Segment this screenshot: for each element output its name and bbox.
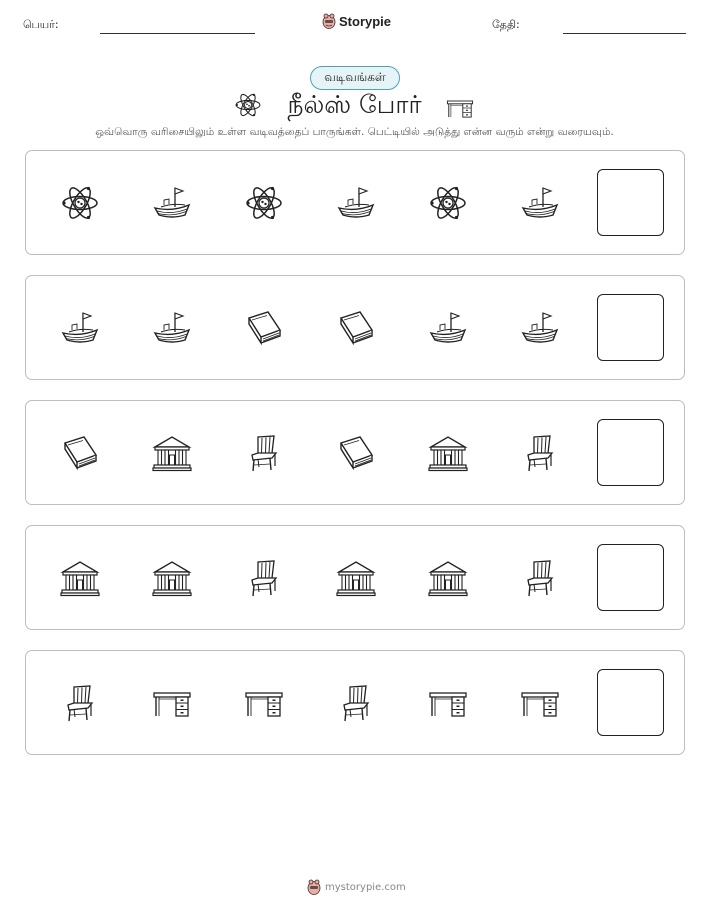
storypie-mascot-icon [307, 879, 321, 895]
pattern-item [60, 433, 100, 473]
pattern-item [60, 183, 100, 223]
building-icon [152, 558, 192, 598]
date-label: தேதி: [492, 18, 520, 31]
chair-icon [60, 683, 100, 723]
storypie-mascot-icon [322, 13, 336, 29]
pattern-item [244, 558, 284, 598]
instructions: ஒவ்வொரு வரிசையிலும் உள்ள வடிவத்தைப் பாருங்கள். பெட்டியில் அடுத்து என்ன வரும் என்று வரையவும். [95, 126, 614, 138]
desk-icon [520, 683, 560, 723]
title-desk-icon [446, 94, 474, 122]
desk-icon [428, 683, 468, 723]
pattern-item [152, 558, 192, 598]
boat-icon [520, 183, 560, 223]
pattern-item [60, 308, 100, 348]
pattern-row [25, 150, 685, 255]
footer-url: mystorypie.com [325, 881, 406, 893]
answer-box[interactable] [597, 669, 664, 736]
pattern-item [336, 433, 376, 473]
answer-box[interactable] [597, 419, 664, 486]
pattern-item [336, 683, 376, 723]
name-label: பெயர்: [23, 18, 59, 31]
book-icon [60, 433, 100, 473]
pattern-item [60, 558, 100, 598]
boat-icon [152, 308, 192, 348]
pattern-item [244, 683, 284, 723]
pattern-item [520, 433, 560, 473]
boat-icon [60, 308, 100, 348]
pattern-row [25, 525, 685, 630]
pattern-item [244, 433, 284, 473]
pattern-item [520, 308, 560, 348]
chair-icon [520, 558, 560, 598]
answer-box[interactable] [597, 544, 664, 611]
answer-box[interactable] [597, 294, 664, 361]
pattern-item [336, 183, 376, 223]
building-icon [336, 558, 376, 598]
pattern-item [244, 308, 284, 348]
boat-icon [428, 308, 468, 348]
pattern-item [152, 683, 192, 723]
desk-icon [152, 683, 192, 723]
pattern-item [336, 558, 376, 598]
building-icon [428, 433, 468, 473]
footer [307, 879, 406, 895]
pattern-item [428, 308, 468, 348]
atom-icon [428, 183, 468, 223]
pattern-item [244, 183, 284, 223]
boat-icon [336, 183, 376, 223]
pattern-item [428, 183, 468, 223]
brand-name: Storypie [339, 13, 392, 29]
chair-icon [336, 683, 376, 723]
atom-icon [60, 183, 100, 223]
boat-icon [520, 308, 560, 348]
book-icon [336, 433, 376, 473]
pattern-item [152, 433, 192, 473]
pattern-item [152, 308, 192, 348]
chair-icon [244, 558, 284, 598]
brand-logo [322, 13, 391, 29]
building-icon [60, 558, 100, 598]
date-line[interactable] [563, 33, 686, 34]
chair-icon [244, 433, 284, 473]
name-line[interactable] [100, 33, 255, 34]
pattern-item [428, 433, 468, 473]
boat-icon [152, 183, 192, 223]
pattern-row [25, 650, 685, 755]
pattern-row [25, 275, 685, 380]
pattern-item [428, 683, 468, 723]
pattern-item [520, 683, 560, 723]
pattern-item [336, 308, 376, 348]
atom-icon [244, 183, 284, 223]
answer-box[interactable] [597, 169, 664, 236]
pattern-item [152, 183, 192, 223]
desk-icon [244, 683, 284, 723]
desk-icon [446, 94, 474, 122]
pattern-item [520, 558, 560, 598]
topic-badge: வடிவங்கள் [310, 66, 400, 90]
book-icon [244, 308, 284, 348]
building-icon [428, 558, 468, 598]
pattern-row [25, 400, 685, 505]
book-icon [336, 308, 376, 348]
pattern-item [428, 558, 468, 598]
chair-icon [520, 433, 560, 473]
building-icon [152, 433, 192, 473]
pattern-item [520, 183, 560, 223]
pattern-item [60, 683, 100, 723]
page-title: நீல்ஸ் போர் [287, 90, 422, 119]
